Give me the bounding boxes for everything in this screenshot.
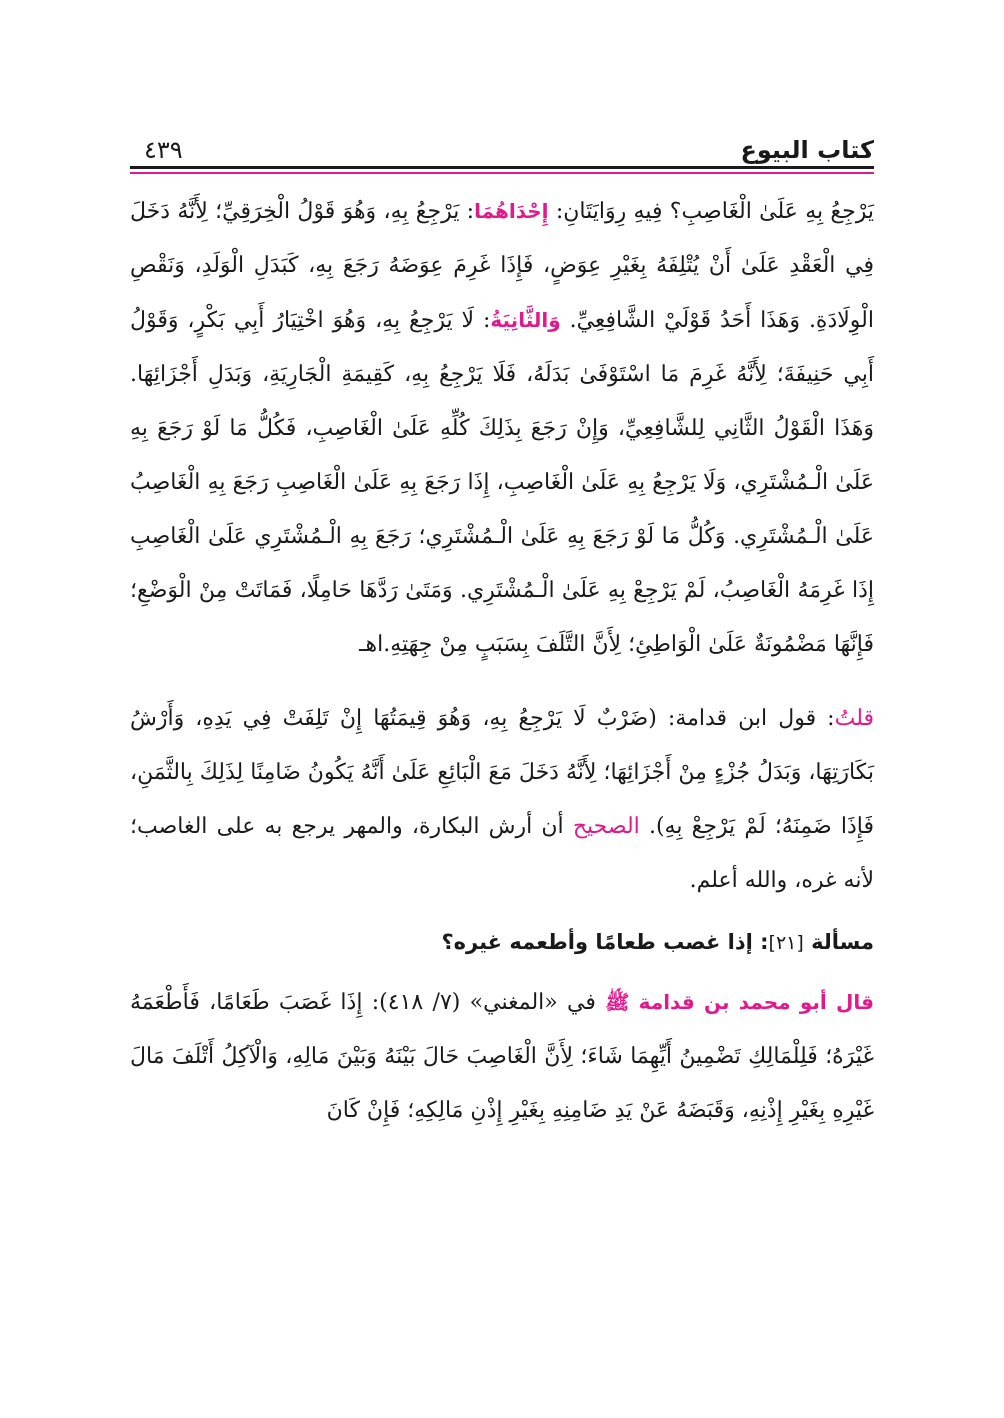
paragraph-quote-continuation — [130, 184, 874, 672]
label-first-narration: إِحْدَاهُمَا — [474, 199, 549, 223]
text-run: في «المغني» (٧/ ٤١٨): إِذَا غَصَبَ طَعَامًا، فَأَطْعَمَهُ غَيْرَهُ؛ فَلِلْمَالِكِ تَضْمِينُ أَيِّهِمَا شَاءَ؛ لِأَنَّ الْغَاصِبَ حَالَ بَيْنَهُ وَبَيْنَ مَالِهِ، وَالْآكِلُ أَتْلَفَ مَالَ غَيْرِهِ بِغَيْرِ إِذْنِهِ، وَقَبَضَهُ عَنْ يَدِ ضَامِنِهِ بِغَيْرِ إِذْنِ مَالِكِهِ؛ فَإِنْ كَانَ — [130, 990, 874, 1123]
text-run: يَرْجِعُ بِهِ عَلَىٰ الْغَاصِبِ؟ فِيهِ رِوَايَتَانِ: — [548, 199, 875, 224]
header-rule-dark — [130, 166, 874, 169]
label-ibn-qudama: قال أبو محمد بن قدامة ﷺ — [605, 990, 874, 1014]
question-title: : إذا غصب طعامًا وأطعمه غيره؟ — [441, 930, 769, 954]
label-sahih: الصحيح — [572, 814, 640, 839]
question-prefix: مسألة — [803, 930, 874, 954]
paragraph-gap — [130, 672, 874, 692]
question-heading — [130, 914, 874, 971]
book-title: كتاب البيوع — [740, 136, 874, 164]
page-number: ٤٣٩ — [144, 136, 183, 164]
question-number: [٢١] — [768, 932, 804, 954]
page-body — [130, 184, 874, 1138]
text-run: : لَا يَرْجِعُ بِهِ، وَهُوَ اخْتِيَارُ أَبِي بَكْرٍ، وَقَوْلُ أَبِي حَنِيفَةَ؛ لِأَنَّهُ غَرِمَ مَا اسْتَوْفَىٰ بَدَلَهُ، فَلَا يَرْجِعُ بِهِ، كَقِيمَةِ الْجَارِيَةِ، وَبَدَلِ أَجْزَائِهَا. وَهَذَا الْقَوْلُ الثَّانِي لِلشَّافِعِيِّ، وَإِنْ رَجَعَ بِذَلِكَ كُلِّهِ عَلَىٰ الْغَاصِبِ، فَكُلُّ مَا لَوْ رَجَعَ بِهِ عَلَىٰ الْـمُشْتَرِي، وَلَا يَرْجِعُ بِهِ عَلَىٰ الْغَاصِبِ، إِذَا رَجَعَ بِهِ عَلَىٰ الْغَاصِبِ رَجَعَ بِهِ الْغَاصِبُ عَلَىٰ الْـمُشْتَرِي. وَكُلُّ مَا لَوْ رَجَعَ بِهِ عَلَىٰ الْـمُشْتَرِي؛ رَجَعَ بِهِ الْـمُشْتَرِي عَلَىٰ الْغَاصِبِ إِذَا غَرِمَهُ الْغَاصِبُ، لَمْ يَرْجِعْ بِهِ عَلَىٰ الْـمُشْتَرِي. وَمَتَىٰ رَدَّهَا حَامِلًا، فَمَاتَتْ مِنْ الْوَضْعِ؛ فَإِنَّهَا مَضْمُونَةٌ عَلَىٰ الْوَاطِئِ؛ لِأَنَّ التَّلَفَ بِسَبَبٍ مِنْ جِهَتِهِ.اهـ — [130, 308, 874, 657]
header-rule-accent — [130, 172, 874, 174]
paragraph-ibn-qudama — [130, 975, 874, 1138]
text-run: : يَرْجِعُ بِهِ، وَهُوَ قَوْلُ الْخِرَقِيِّ؛ لِأَنَّهُ دَخَلَ فِي الْعَقْدِ عَلَىٰ أَنْ يُتْلِفَهُ بِغَيْرِ عِوَضٍ، فَإِذَا غَرِمَ عِوَضَهُ رَجَعَ بِهِ، كَبَدَلِ الْوَلَدِ، وَنَقْصِ الْوِلَادَةِ. وَهَذَا أَحَدُ قَوْلَيْ الشَّافِعِيِّ. — [130, 199, 874, 333]
page-header — [130, 136, 874, 176]
paragraph-commentary — [130, 692, 874, 908]
text-run: : قول ابن قدامة: (ضَرْبٌ لَا يَرْجِعُ بِهِ، وَهُوَ قِيمَتُهَا إِنْ تَلِفَتْ فِي يَدِهِ، وَأَرْشُ بَكَارَتِهَا، وَبَدَلُ جُزْءٍ مِنْ أَجْزَائِهَا؛ لِأَنَّهُ دَخَلَ مَعَ الْبَائِعِ عَلَىٰ أَنَّهُ يَكُونُ ضَامِنًا لِذَلِكَ بِالثَّمَنِ، فَإِذَا ضَمِنَهُ؛ لَمْ يَرْجِعْ بِهِ). — [130, 706, 874, 839]
text-run: أن أرش البكارة، والمهر يرجع به على الغاصب؛ لأنه غره، والله أعلم. — [130, 814, 874, 893]
label-qultu: قلتُ — [834, 706, 874, 731]
label-second-narration: وَالثَّانِيَةُ — [490, 308, 561, 332]
